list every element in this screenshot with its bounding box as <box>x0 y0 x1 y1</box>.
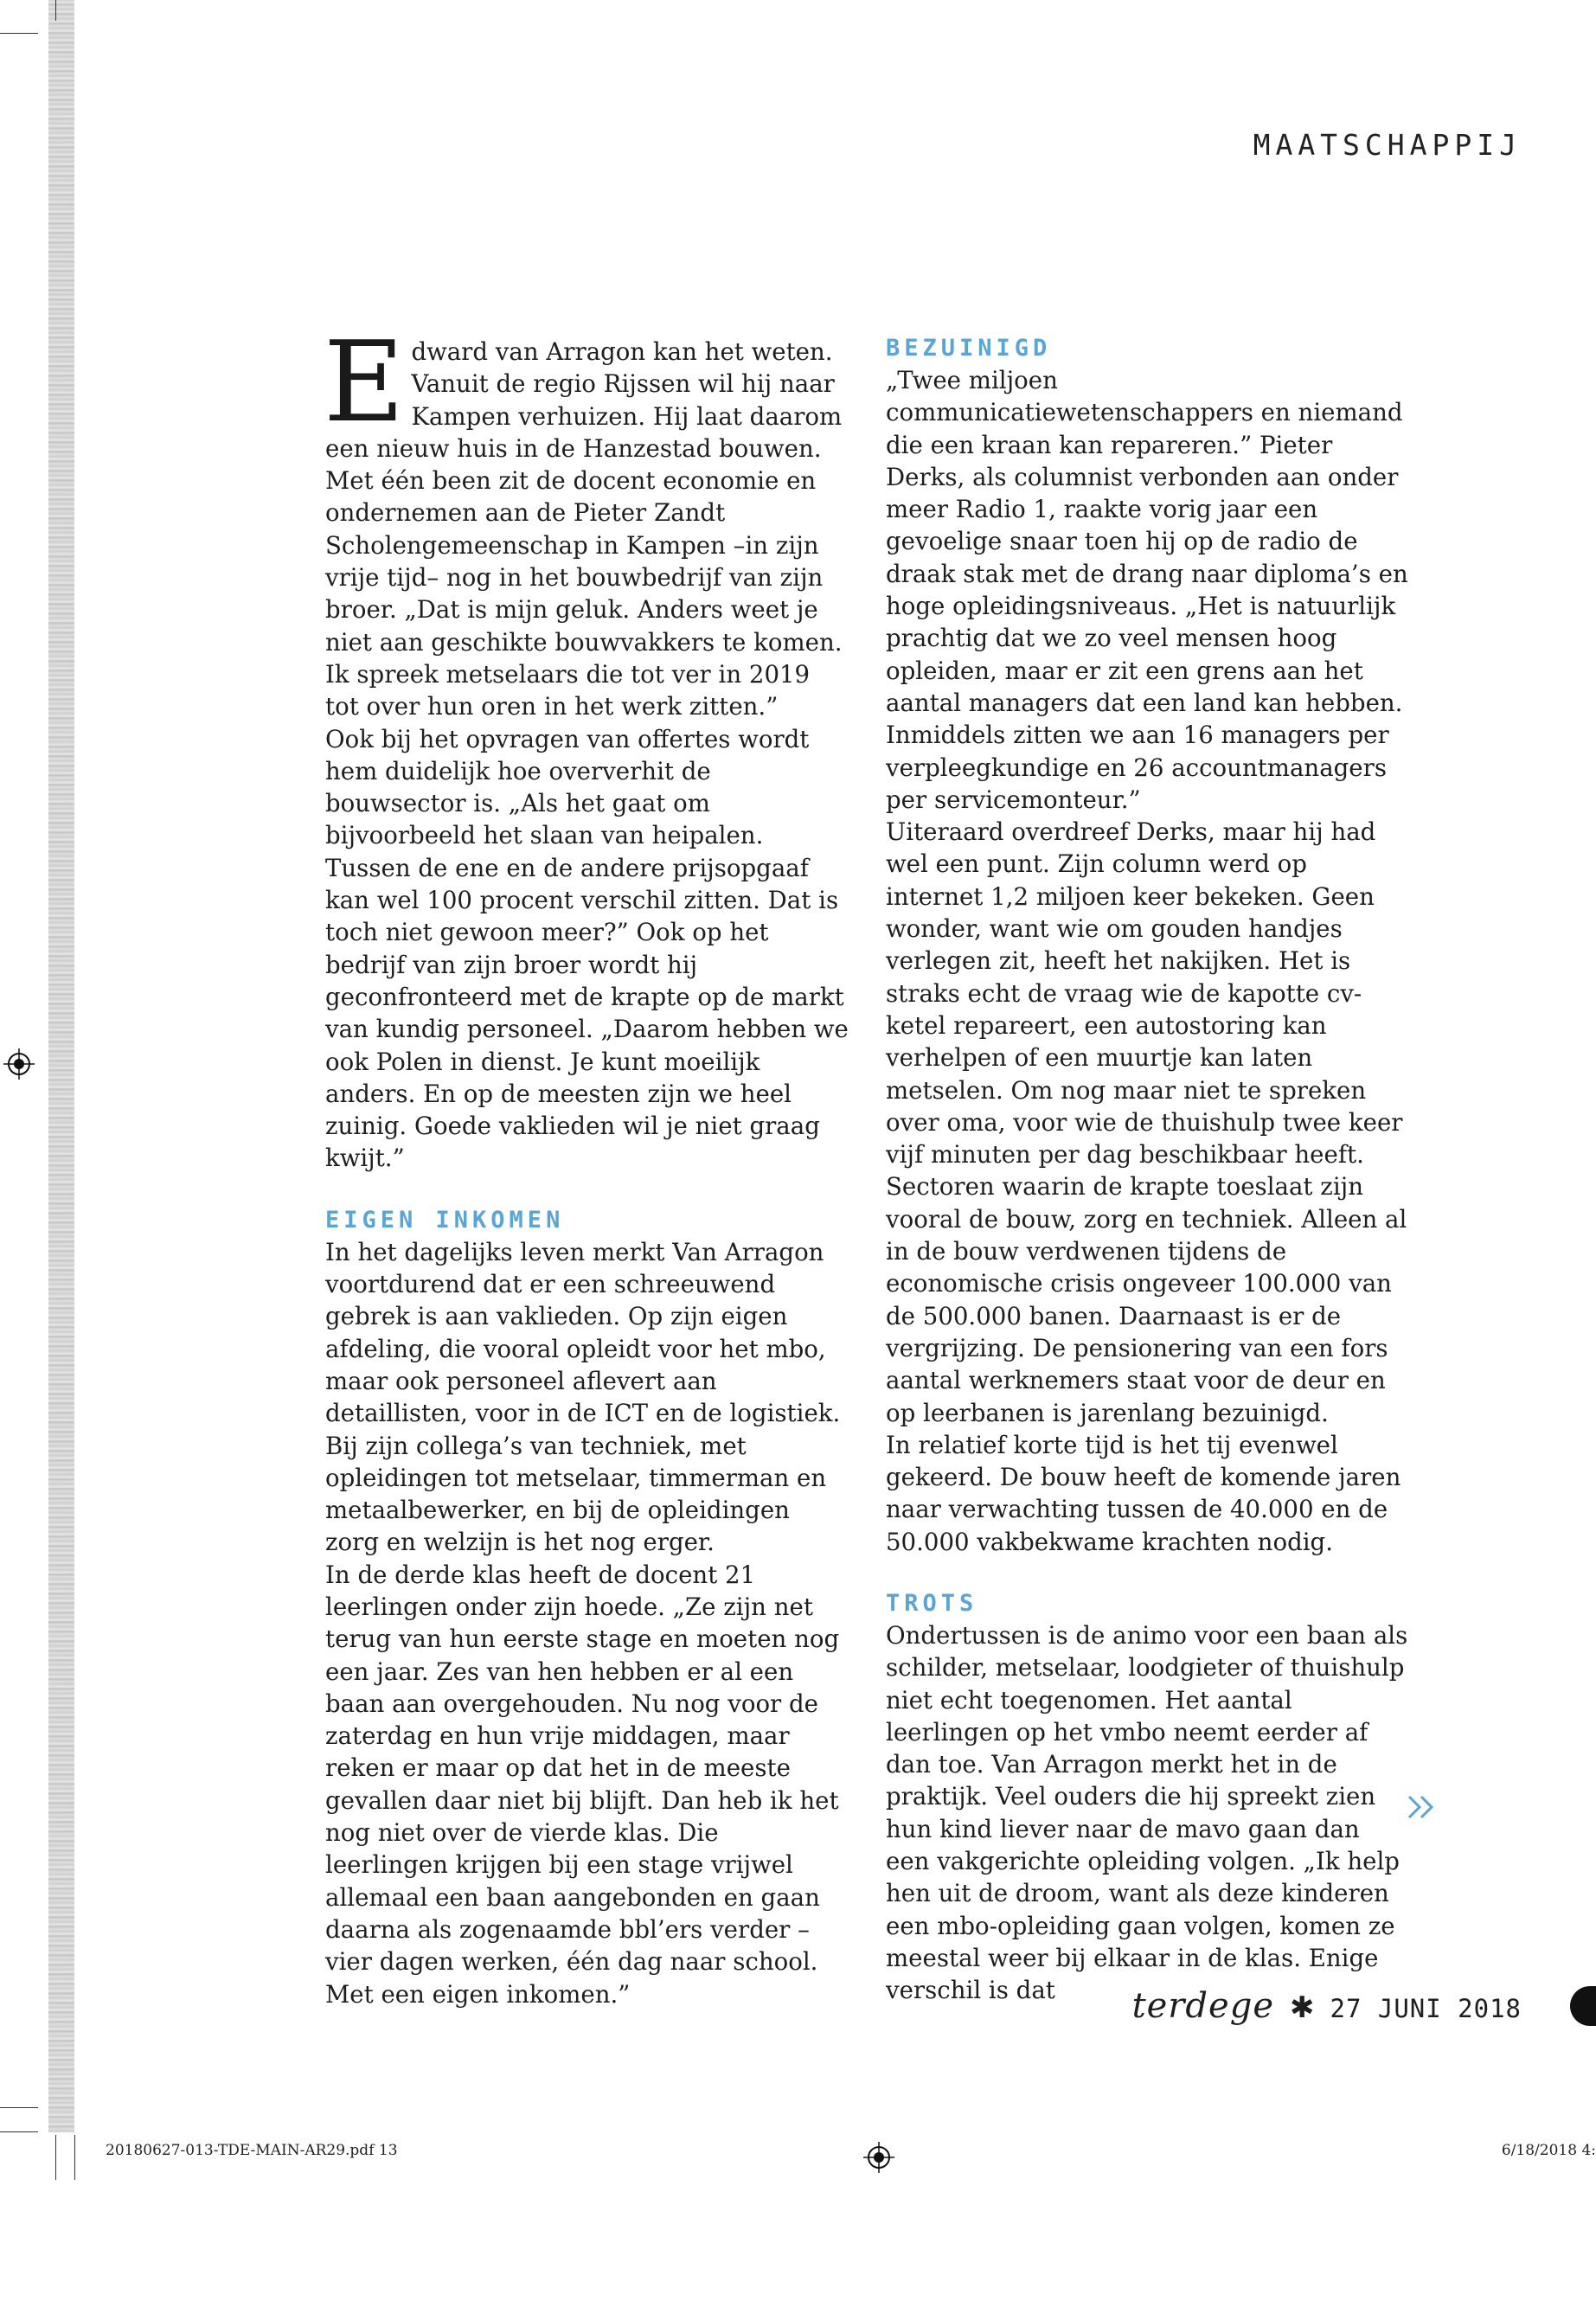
crop-mark <box>55 0 56 21</box>
print-slug-timestamp: 6/18/2018 4: <box>1501 2142 1596 2159</box>
subhead-trots: TROTS <box>886 1589 978 1617</box>
body-paragraph: In de derde klas heeft de docent 21 leerlingen onder zijn hoede. „Ze zijn net terug van hun eerste stage en moeten nog een jaar. Zes van hen hebben er al een baan aan overgehouden. Nu nog voor de zaterdag en hun vrije middagen, maar reken er maar op dat het in de meeste gevallen daar niet bij blijft. Dan heb ik het nog niet over de vierde klas. Die leerlingen krijgen bij een stage vrijwel allemaal een baan aangebonden en gaan daarna als zogenaamde bbl’ers verder – vier dagen werken, één dag naar school. Met een eigen inkomen.” <box>325 1560 840 2009</box>
section-label: MAATSCHAPPIJ <box>1253 128 1522 162</box>
body-paragraph: Ondertussen is de animo voor een baan als schilder, metselaar, loodgieter of thuishulp niet echt toegenomen. Het aantal leerlingen op het vmbo neemt eerder af dan toe. Van Arragon merkt het in de praktijk. Veel ouders die hij spreekt zien hun kind liever naar de mavo gaan dan een vakgerichte opleiding volgen. „Ik help hen uit de droom, want als deze kinderen een mbo-opleiding gaan volgen, komen ze meestal weer bij elkaar in de klas. Enige verschil is dat <box>886 1620 1408 2005</box>
crop-mark <box>55 2135 56 2180</box>
body-paragraph: Ook bij het opvragen van offertes wordt hem duidelijk hoe oververhit de bouwsector is. „Als het gaat om bijvoorbeeld het slaan van heipalen. Tussen de ene en de andere prijsopgaaf kan wel 100 procent verschil zitten. Dat is toch niet gewoon meer?” Ook op het bedrijf van zijn broer wordt hij geconfronteerd met de krapte op de markt van kundig personeel. „Daarom hebben we ook Polen in dienst. Je kunt moeilijk anders. En op de meesten zijn we heel zuinig. Goede vaklieden wil je niet graag kwijt.” <box>325 724 849 1173</box>
intro-paragraph: Edward van Arragon kan het weten. Vanuit de regio Rijssen wil hij naar Kampen verhuizen. Hij laat daarom een nieuw huis in de Hanzestad bouwen. Met één been zit de docent economie en ondernemen aan de Pieter Zandt Scholengemeenschap in Kampen –in zijn vrije tijd– nog in het bouwbedrijf van zijn broer. „Dat is mijn geluk. Anders weet je niet aan geschikte bouwvakkers te komen. Ik spreek metselaars die tot ver in 2019 tot over hun oren in het werk zitten.” <box>324 318 843 721</box>
registration-mark-icon <box>863 2142 894 2173</box>
crop-mark <box>0 33 38 34</box>
page-footer <box>1132 1986 1522 2026</box>
body-paragraph: In het dagelijks leven merkt Van Arragon voortdurend dat er een schreeuwend gebrek is aan vaklieden. Op zijn eigen afdeling, die vooral opleidt voor het mbo, maar ook personeel aflevert aan detaillisten, voor in de ICT en de logistiek. Bij zijn collega’s van techniek, met opleidingen tot metselaar, timmerman en metaalbewerker, en bij de opleidingen zorg en welzijn is het nog erger. <box>325 1237 841 1557</box>
double-chevron-right-icon <box>1407 1794 1436 1820</box>
body-paragraph: „Twee miljoen communicatiewetenschappers en niemand die een kraan kan repareren.” Pieter Derks, als columnist verbonden aan onder meer Radio 1, raakte vorig jaar een gevoelige snaar toen hij op de radio de draak stak met de drang naar diploma’s en hoge opleidingsniveaus. „Het is natuurlijk prachtig dat we zo veel mensen hoog opleiden, maar er zit een grens aan het aantal managers dat een land kan hebben. Inmiddels zitten we aan 16 managers per verpleegkundige en 26 accountmanagers per servicemonteur.” <box>886 366 1408 814</box>
crop-mark <box>0 2131 38 2132</box>
print-slug-file: 20180627-013-TDE-MAIN-AR29.pdf 13 <box>106 2142 398 2159</box>
drop-cap: E <box>324 318 405 447</box>
registration-mark-icon <box>3 1048 35 1080</box>
body-paragraph: Uiteraard overdreef Derks, maar hij had wel een punt. Zijn column werd op internet 1,2 miljoen keer bekeken. Geen wonder, want wie om gouden handjes verlegen zit, heeft het nakijken. Het is straks echt de vraag wie de kapotte cv-ketel repareert, een autostoring kan verhelpen of een muurtje kan laten metselen. Om nog maar niet te spreken over oma, voor wie de thuishulp twee keer vijf minuten per dag beschikbaar heeft. <box>886 817 1403 1170</box>
crop-mark <box>74 2135 75 2180</box>
print-edge-strip <box>48 0 74 2132</box>
body-paragraph: In relatief korte tijd is het tij evenwel gekeerd. De bouw heeft de komende jaren naar verwachting tussen de 40.000 en de 50.000 vakbekwame krachten nodig. <box>886 1430 1401 1556</box>
article-column-right <box>886 336 1409 2007</box>
star-icon: ✱ <box>1289 1990 1315 2025</box>
body-paragraph: Sectoren waarin de krapte toeslaat zijn vooral de bouw, zorg en techniek. Alleen al in de bouw verdwenen tijdens de economische crisis ongeveer 100.000 van de 500.000 banen. Daarnaast is er de vergrijzing. De pensionering van een fors aantal werknemers staat voor de deur en op leerbanen is jarenlang bezuinigd. <box>886 1172 1407 1427</box>
issue-date: 27 JUNI 2018 <box>1330 1994 1522 2023</box>
subhead-eigen-inkomen: EIGEN INKOMEN <box>325 1206 565 1234</box>
page-number-marker <box>1570 1986 1596 2026</box>
article-column-left <box>324 318 849 2010</box>
magazine-brand: terdege <box>1131 1986 1274 2026</box>
subhead-bezuinigd: BEZUINIGD <box>886 335 1052 362</box>
crop-mark <box>0 2107 38 2108</box>
